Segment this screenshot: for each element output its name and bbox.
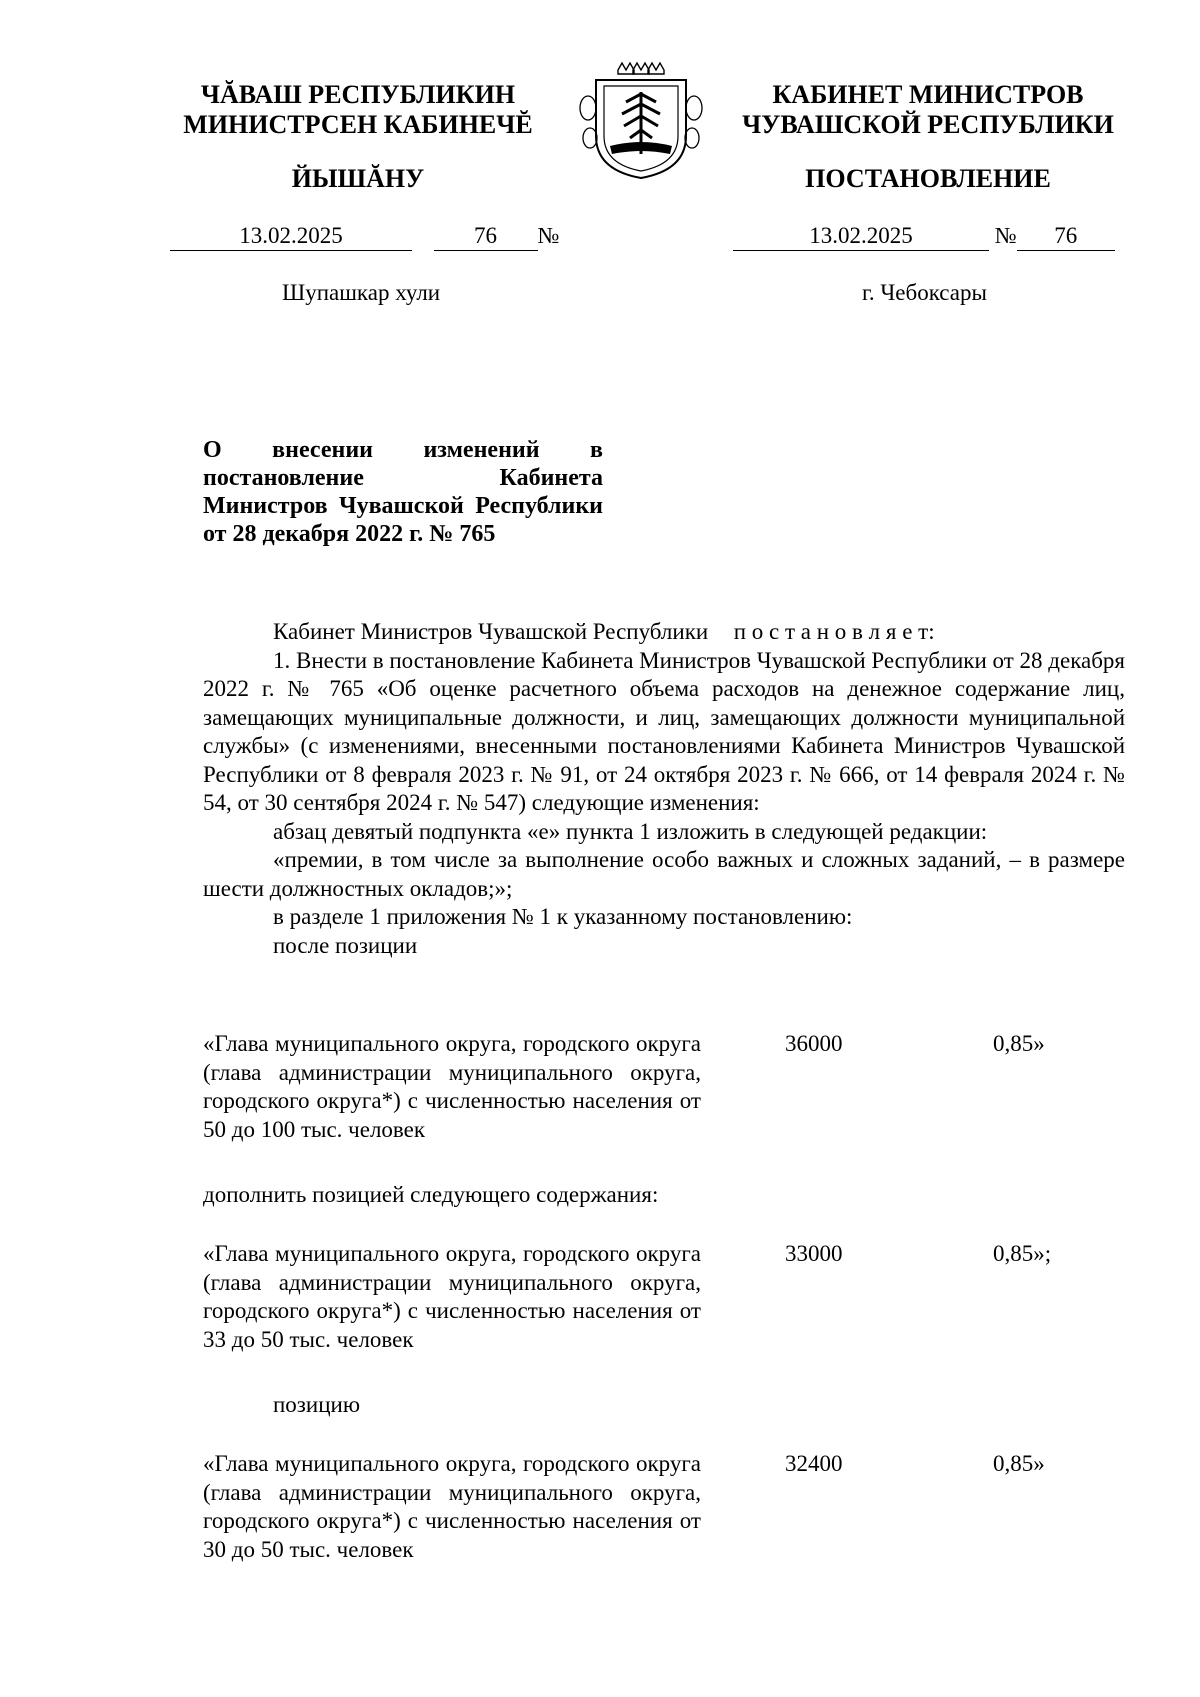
chuvash-coat-of-arms-icon: [574, 58, 708, 182]
body-paragraph-4: «премии, в том числе за выполнение особо важных и сложных заданий, – в размере шести должностных окладов;»;: [203, 847, 1125, 901]
position-row-1-amount: 36000: [785, 1031, 843, 1056]
left-number: 76: [434, 222, 538, 251]
body-paragraph-5: в разделе 1 приложения № 1 к указанному постановлению:: [273, 904, 853, 929]
header-right-line2: ЧУВАШСКОЙ РЕСПУБЛИКИ: [742, 110, 1114, 139]
header-left-line2: МИНИСТРСЕН КАБИНЕЧĔ: [183, 110, 533, 139]
header-left-line1: ЧĂВАШ РЕСПУБЛИКИН: [200, 80, 516, 109]
body-paragraph-1-action: п о с т а н о в л я е т:: [733, 619, 935, 644]
right-date-number-line: [733, 222, 1115, 251]
position-row-2-coef: 0,85»;: [993, 1241, 1052, 1266]
left-date: 13.02.2025: [170, 222, 412, 251]
header-right-authority: [728, 80, 1128, 140]
left-date-number-line: [170, 222, 559, 251]
position-row-2-amount: 33000: [785, 1241, 843, 1266]
header-left-doc-type: ЙЫШĂНУ: [291, 164, 425, 193]
position-row-3-desc: «Глава муниципального округа, городского округа (глава администрации муниципального округа, городского округа*) с численностью населения от 30 до 50 тыс. человек: [203, 1451, 701, 1562]
left-city: Шупашкар хули: [282, 280, 441, 305]
right-city: г. Чебоксары: [862, 280, 987, 305]
body-paragraph-2: 1. Внести в постановление Кабинета Министров Чувашской Республики от 28 декабря 2022 г. № 765 «Об оценке расчетного объема расходов на денежное содержание лиц, замещающих муниципальные должности, и лиц, замещающих должности муниципальной службы» (с изменениями, внесенными постановлениями Кабинета Министров Чувашской Республики от 8 февраля 2023 г. № 91, от 24 октября 2023 г. № 666, от 14 февраля 2024 г. № 54, от 30 сентября 2024 г. № 547) следующие изменения:: [203, 647, 1126, 815]
body-paragraph-1-lead: Кабинет Министров Чувашской Республики: [273, 619, 709, 644]
document-title: О внесении изменений в постановление Кабинета Министров Чувашской Республики от 28 декабря 2022 г. № 765: [203, 437, 603, 547]
left-number-sign: №: [537, 223, 560, 248]
position-row-3-coef: 0,85»: [993, 1451, 1045, 1476]
add-position-text: дополнить позицией следующего содержания:: [203, 1182, 659, 1207]
document-body: [203, 618, 1125, 960]
position-row-1-coef: 0,85»: [993, 1031, 1045, 1056]
header-right-line1: КАБИНЕТ МИНИСТРОВ: [772, 80, 1084, 109]
body-paragraph-3: абзац девятый подпункта «е» пункта 1 изложить в следующей редакции:: [273, 818, 988, 844]
body-paragraph-1: [203, 618, 1125, 647]
header-right-doc-type: ПОСТАНОВЛЕНИЕ: [805, 164, 1051, 193]
right-number-sign: №: [994, 223, 1017, 248]
right-date: 13.02.2025: [733, 222, 989, 251]
right-number: 76: [1017, 222, 1115, 251]
header-left-authority: [160, 80, 556, 140]
position-row-3-amount: 32400: [785, 1451, 843, 1476]
position-row-1-desc: «Глава муниципального округа, городского округа (глава администрации муниципального округа, городского округа*) с численностью населения от 50 до 100 тыс. человек: [203, 1031, 701, 1142]
body-paragraph-6: после позиции: [273, 932, 418, 958]
position-row-2-desc: «Глава муниципального округа, городского округа (глава администрации муниципального округа, городского округа*) с численностью населения от 33 до 50 тыс. человек: [203, 1241, 701, 1352]
position-text: позицию: [273, 1392, 361, 1417]
